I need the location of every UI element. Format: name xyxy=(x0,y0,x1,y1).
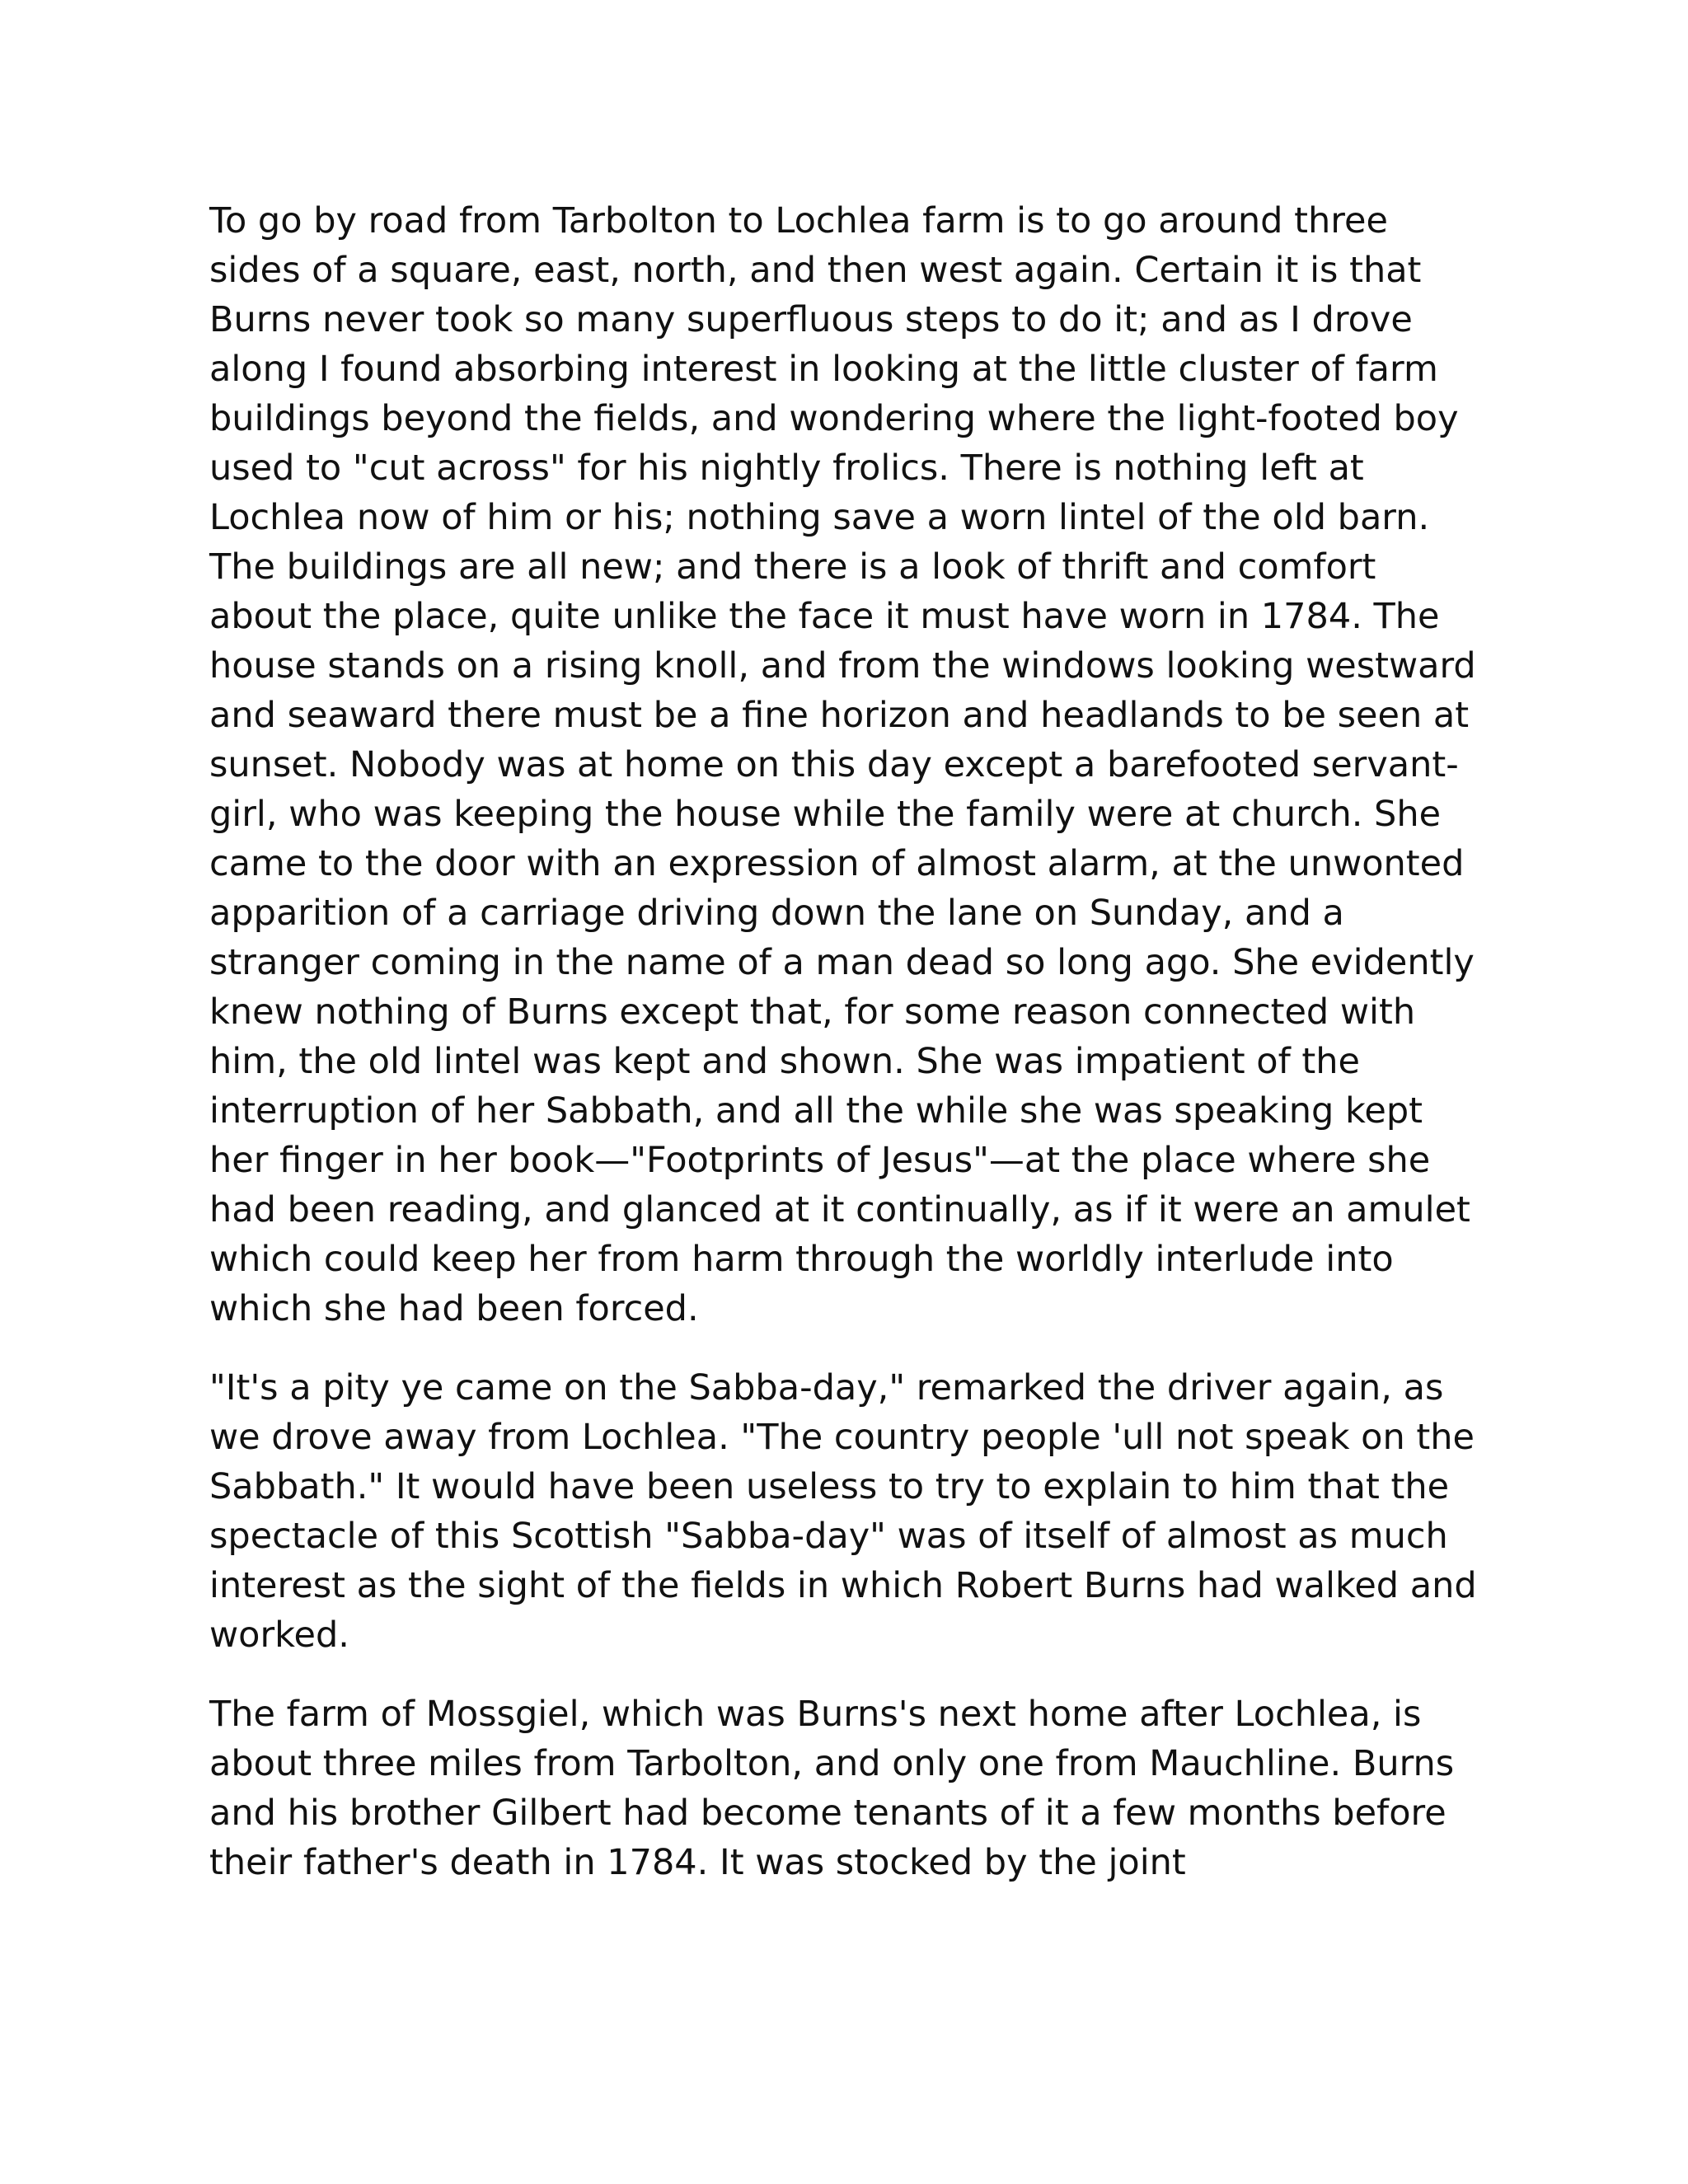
document-page xyxy=(209,196,1479,1917)
paragraph-mossgiel: The farm of Mossgiel, which was Burns's next home after Lochlea, is about three miles from Tarbolton, and only one from Mauchline. Burns and his brother Gilbert had become tenants of it a few months before their father's death in 1784. It was stocked by the joint xyxy=(209,1694,1455,1883)
paragraph-lochlea-visit: To go by road from Tarbolton to Lochlea farm is to go around three sides of a square, east, north, and then west again. Certain it is that Burns never took so many superfluous steps to do it; and as I drove along I found absorbing interest in looking at the little cluster of farm buildings beyond the fields, and wondering where the light-footed boy used to "cut across" for his nightly frolics. There is nothing left at Lochlea now of him or his; nothing save a worn lintel of the old barn. The buildings are all new; and there is a look of thrift and comfort about the place, quite unlike the face it must have worn in 1784. The house stands on a rising knoll, and from the windows looking westward and seaward there must be a fine horizon and headlands to be seen at sunset. Nobody was at home on this day except a barefooted servant-girl, who was keeping the house while the family were at church. She came to the door with an expression of almost alarm, at the unwonted apparition of a carriage driving down the lane on Sunday, and a stranger coming in the name of a man dead so long ago. She evidently knew nothing of Burns except that, for some reason connected with him, the old lintel was kept and shown. She was impatient of the interruption of her Sabbath, and all the while she was speaking kept her finger in her book—"Footprints of Jesus"—at the place where she had been reading, and glanced at it continually, as if it were an amulet which could keep her from harm through the worldly interlude into which she had been forced. xyxy=(209,200,1476,1329)
paragraph-sabba-day: "It's a pity ye came on the Sabba-day," remarked the driver again, as we drove away from Lochlea. "The country people 'ull not speak on the Sabbath." It would have been useless to try to explain to him that the spectacle of this Scottish "Sabba-day" was of itself of almost as much interest as the sight of the fields in which Robert Burns had walked and worked. xyxy=(209,1367,1477,1656)
